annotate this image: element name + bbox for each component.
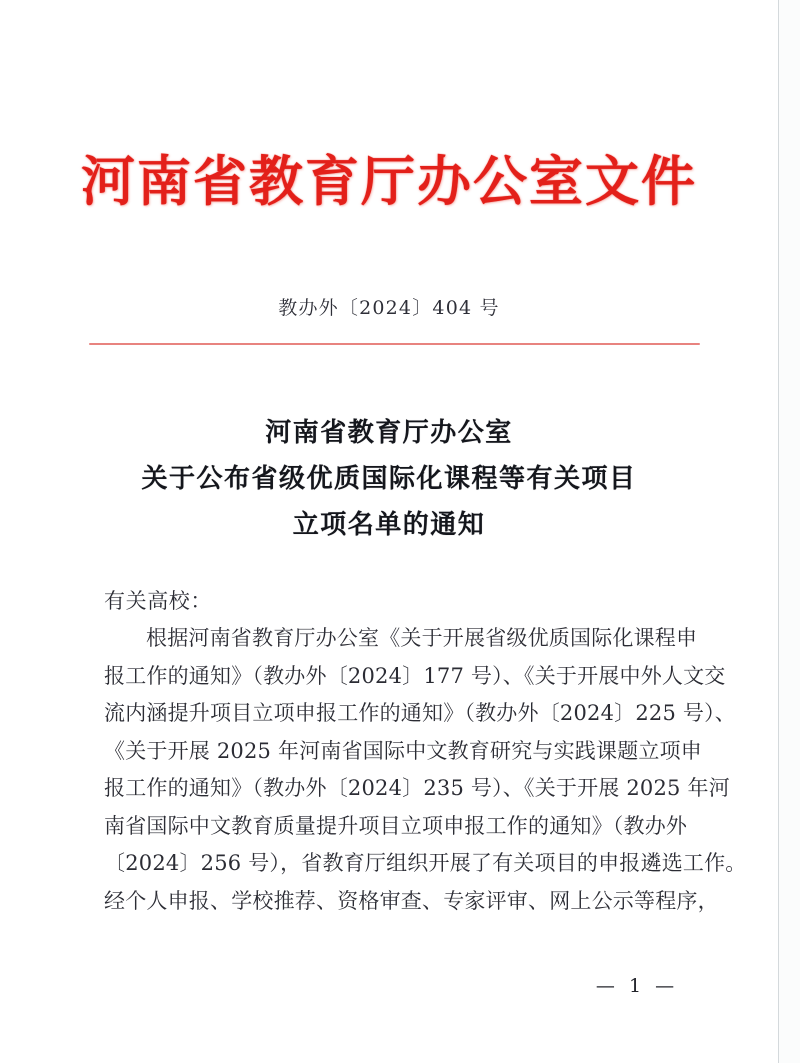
salutation: 有关高校： (104, 589, 212, 613)
document-number: 教办外〔2024〕404 号 (278, 297, 500, 319)
body-line: 流内涵提升项目立项申报工作的通知》（教办外〔2024〕225 号）、 (104, 701, 736, 725)
body-line: 〔2024〕256 号），省教育厅组织开展了有关项目的申报遴选工作。 (104, 851, 747, 875)
page-footer (0, 975, 778, 997)
body-line: 《关于开展 2025 年河南省国际中文教育研究与实践课题立项申 (104, 738, 702, 763)
body-line: 报工作的通知》（教办外〔2024〕177 号）、《关于开展中外人文交 (104, 663, 726, 688)
body-line: 经个人申报、学校推荐、资格审查、专家评审、网上公示等程序， (104, 888, 719, 913)
document-heading (0, 410, 778, 548)
scan-edge-gutter (779, 0, 800, 1063)
document-body (104, 583, 747, 920)
heading-line-2: 关于公布省级优质国际化课程等有关项目 (141, 464, 637, 494)
heading-line-1: 河南省教育厅办公室 (265, 418, 513, 448)
masthead-title: 河南省教育厅办公室文件 (81, 149, 697, 213)
red-separator-rule (89, 343, 700, 345)
body-line: 根据河南省教育厅办公室《关于开展省级优质国际化课程申 (146, 626, 698, 650)
page-number: — 1 — (595, 975, 679, 997)
body-line: 报工作的通知》（教办外〔2024〕235 号）、《关于开展 2025 年河 (104, 776, 730, 800)
masthead (0, 149, 778, 213)
body-line: 南省国际中文教育质量提升项目立项申报工作的通知》（教办外 (104, 813, 688, 838)
scan-edge-line (778, 0, 779, 1063)
heading-line-3: 立项名单的通知 (292, 510, 486, 540)
